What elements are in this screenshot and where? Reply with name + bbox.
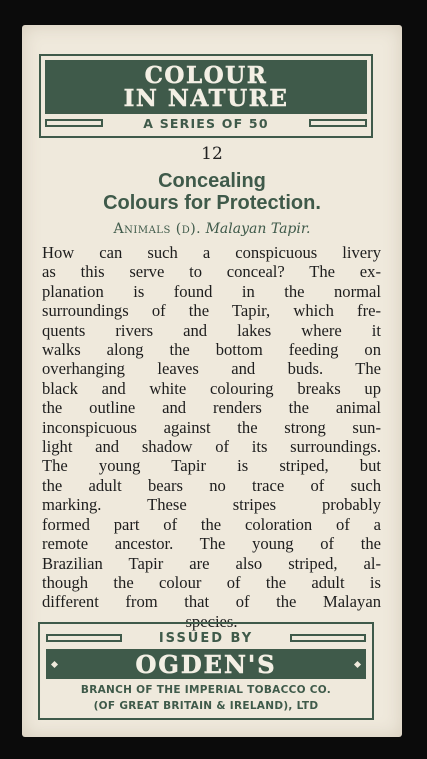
diamond-ornament-right xyxy=(354,660,361,667)
text-line: walks along the bottom feeding on xyxy=(42,340,381,360)
description-text xyxy=(42,243,381,631)
text-line: species. xyxy=(185,611,238,631)
text-line: different from that of the Malayan xyxy=(42,592,381,612)
series-header xyxy=(39,54,373,138)
text-line: overhanging leaves and buds. The xyxy=(42,359,381,379)
text-line: the outline and renders the animal xyxy=(42,398,381,418)
series-subtitle-row xyxy=(45,114,367,132)
decorative-bar-left xyxy=(45,119,103,127)
cigarette-card xyxy=(22,25,402,737)
text-line: The young Tapir is striped, but xyxy=(42,456,381,476)
decorative-bar-left xyxy=(46,634,122,642)
series-title-line1: COLOUR xyxy=(144,62,268,89)
decorative-bar-right xyxy=(290,634,366,642)
card-title-line2: Colours for Protection. xyxy=(103,192,321,214)
card-title xyxy=(22,170,402,214)
text-line: black and white colouring breaks up xyxy=(42,378,381,398)
card-number: 12 xyxy=(201,144,223,164)
series-title-line2: IN NATURE xyxy=(123,85,289,112)
issued-by-row xyxy=(46,630,366,646)
card-subtitle xyxy=(22,221,402,237)
text-line: How can such a conspicuous livery xyxy=(42,243,381,262)
text-line: light and shadow of its surroundings. xyxy=(42,437,381,457)
category-label: Animals (d). xyxy=(113,221,202,237)
text-line: the adult bears no trace of such xyxy=(42,475,381,495)
text-line: quents rivers and lakes where it xyxy=(42,320,381,340)
series-title-band xyxy=(45,60,367,114)
text-line: remote ancestor. The young of the xyxy=(42,534,381,554)
brand-name: OGDEN'S xyxy=(135,649,277,679)
text-line: Brazilian Tapir are also striped, al- xyxy=(42,553,381,573)
text-line: formed part of the coloration of a xyxy=(42,514,381,534)
text-line: planation is found in the normal xyxy=(42,281,381,301)
text-line: marking. These stripes probably xyxy=(42,495,381,515)
decorative-bar-right xyxy=(309,119,367,127)
text-line: as this serve to conceal? The ex- xyxy=(42,262,381,282)
diamond-ornament-left xyxy=(51,660,58,667)
publisher-footer xyxy=(38,622,374,720)
brand-band xyxy=(46,649,366,679)
publisher-line2: (OF GREAT BRITAIN & IRELAND), LTD xyxy=(93,700,319,712)
publisher-line1: BRANCH OF THE IMPERIAL TOBACCO CO. xyxy=(80,684,332,696)
card-title-line1: Concealing xyxy=(158,170,266,192)
series-subtitle: A SERIES OF 50 xyxy=(143,115,269,131)
issued-by-label: ISSUED BY xyxy=(158,630,254,646)
text-line: inconspicuous against the strong sun- xyxy=(42,417,381,437)
text-line: though the colour of the adult is xyxy=(42,572,381,592)
text-line: surroundings of the Tapir, which fre- xyxy=(42,301,381,321)
species-label: Malayan Tapir. xyxy=(205,221,311,237)
